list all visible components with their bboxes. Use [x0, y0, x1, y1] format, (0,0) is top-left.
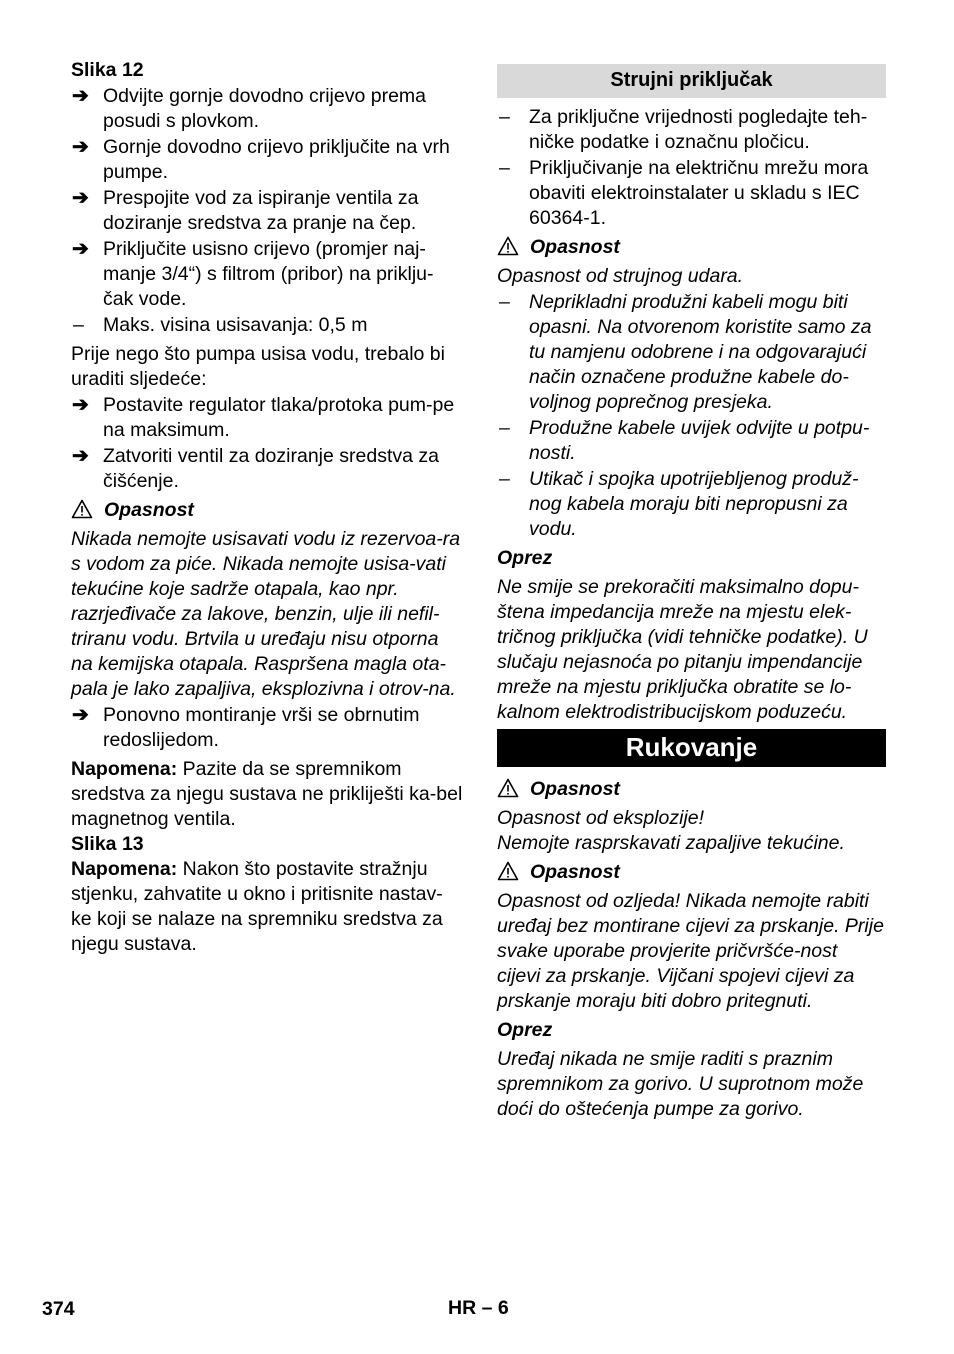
warning-heading: [497, 860, 886, 885]
figure-ref-13: Slika 13: [71, 833, 144, 855]
caution-label: Oprez: [497, 547, 553, 569]
arrow-icon: ➔: [72, 394, 89, 416]
figure-ref-12: Slika 12: [71, 59, 144, 81]
dash-text: Utikač i spojka upotrijebljenog produž-nog kabela moraju biti nepropusni za vodu.: [529, 468, 859, 540]
instruction-step: [71, 186, 463, 236]
section-heading-operation: Rukovanje: [497, 729, 886, 767]
instruction-text: Prespojite vod za ispiranje ventila za doziranje sredstva za pranje na čep.: [103, 187, 419, 234]
caution-text: Uređaj nikada ne smije raditi s praznim spremnikom za gorivo. U suprotnom može doći do oštećenja pumpe za gorivo.: [497, 1048, 864, 1120]
dash-item: [497, 416, 886, 466]
dash-text: Priključivanje na električnu mrežu mora obaviti elektroinstalater u skladu s IEC 60364-1.: [529, 157, 869, 229]
instruction-step: [71, 393, 463, 443]
warning-text-line: Opasnost od eksplozije!: [497, 807, 705, 829]
warning-heading: [497, 777, 886, 802]
warning-triangle-icon: [497, 236, 519, 256]
arrow-icon: ➔: [72, 187, 89, 209]
warning-label: Opasnost: [530, 778, 620, 800]
instruction-step: [71, 237, 463, 312]
instruction-text: Zatvoriti ventil za doziranje sredstva za čišćenje.: [103, 445, 439, 492]
dash-item: [497, 290, 886, 415]
right-column: [497, 64, 886, 1122]
dash-item: [497, 156, 886, 231]
warning-heading: [497, 235, 886, 260]
warning-text: Opasnost od ozljeda! Nikada nemojte rabiti uređaj bez montirane cijevi za prskanje. Prije svake uporabe provjerite pričvršće-nost cijevi za prskanje. Vijčani spojevi cijevi za prskanje moraju biti dobro pritegnuti.: [497, 890, 884, 1012]
dash-bullet: –: [499, 106, 510, 128]
instruction-text: Gornje dovodno crijevo priključite na vrh pumpe.: [103, 136, 450, 183]
instruction-text: Odvijte gornje dovodno crijevo prema posudi s plovkom.: [103, 85, 427, 132]
instruction-step: [71, 444, 463, 494]
warning-intro: Opasnost od strujnog udara.: [497, 265, 744, 287]
arrow-icon: ➔: [72, 445, 89, 467]
dash-text: Neprikladni produžni kabeli mogu biti opasni. Na otvorenom koristite samo za tu namjenu odobrene i na odgovarajući način označene produžne kabele do-voljnog poprečnog presjeka.: [529, 291, 872, 413]
arrow-icon: ➔: [72, 136, 89, 158]
dash-bullet: –: [499, 291, 510, 313]
note-text: Nakon što postavite stražnju stjenku, zahvatite u okno i pritisnite nastav-ke koji se nalaze na spremniku sredstva za njegu sustava.: [71, 858, 443, 955]
warning-triangle-icon: [71, 499, 93, 519]
dash-bullet: –: [499, 417, 510, 439]
dash-text: Produžne kabele uvijek odvijte u potpu-nosti.: [529, 417, 870, 464]
dash-bullet: –: [499, 157, 510, 179]
dash-bullet: –: [73, 314, 84, 336]
instruction-text: Ponovno montiranje vrši se obrnutim redoslijedom.: [103, 704, 420, 751]
note-label: Napomena:: [71, 858, 178, 880]
arrow-icon: ➔: [72, 238, 89, 260]
warning-label: Opasnost: [530, 861, 620, 883]
warning-text: Nikada nemojte usisavati vodu iz rezervoa-ra s vodom za piće. Nikada nemojte usisa-vati tekućine koje sadrže otapala, kao npr. razrjeđivače za lakove, benzin, ulje ili nefil-triranu vodu. Brtvila u uređaju nisu otporna na kemijska otapala. Raspršena magla ota-pala je lako zapaljiva, eksplozivna i otrov-na.: [71, 528, 461, 700]
dash-item: [71, 313, 463, 338]
instruction-step: [71, 135, 463, 185]
warning-label: Opasnost: [530, 236, 620, 258]
caution-label: Oprez: [497, 1019, 553, 1041]
arrow-icon: ➔: [72, 85, 89, 107]
note-text: Pazite da se spremnikom sredstva za njegu sustava ne prikliješti ka-bel magnetnog ventila.: [71, 758, 463, 830]
dash-text: Maks. visina usisavanja: 0,5 m: [103, 314, 368, 336]
arrow-icon: ➔: [72, 704, 89, 726]
dash-bullet: –: [499, 468, 510, 490]
instruction-text: Priključite usisno crijevo (promjer naj-manje 3/4“) s filtrom (pribor) na priklju-čak vode.: [103, 238, 434, 310]
caution-text: Ne smije se prekoračiti maksimalno dopu-štena impedancija mreže na mjestu elek-tričnog priključka (vidi tehničke podatke). U slučaju nejasnoća po pitanju impendancije mreže na mjestu priključka obratite se lo-kalnom elektrodistribucijskom poduzeću.: [497, 576, 868, 723]
warning-heading: [71, 498, 463, 523]
instruction-step: [71, 703, 463, 753]
intro-paragraph: Prije nego što pumpa usisa vodu, trebalo bi uraditi sljedeće:: [71, 343, 445, 390]
note-paragraph: [71, 857, 463, 957]
page-number: 374: [42, 1298, 75, 1320]
dash-text: Za priključne vrijednosti pogledajte teh-ničke podatke i označnu pločicu.: [529, 106, 868, 153]
warning-label: Opasnost: [104, 499, 194, 521]
left-column: [71, 58, 463, 957]
section-code: HR – 6: [448, 1297, 509, 1319]
warning-text-line: Nemojte rasprskavati zapaljive tekućine.: [497, 832, 845, 854]
instruction-text: Postavite regulator tlaka/protoka pum-pe na maksimum.: [103, 394, 455, 441]
instruction-step: [71, 84, 463, 134]
note-paragraph: [71, 757, 463, 832]
section-heading-power: Strujni priključak: [497, 64, 886, 98]
warning-triangle-icon: [497, 861, 519, 881]
warning-triangle-icon: [497, 778, 519, 798]
note-label: Napomena:: [71, 758, 178, 780]
dash-item: [497, 467, 886, 542]
dash-item: [497, 105, 886, 155]
